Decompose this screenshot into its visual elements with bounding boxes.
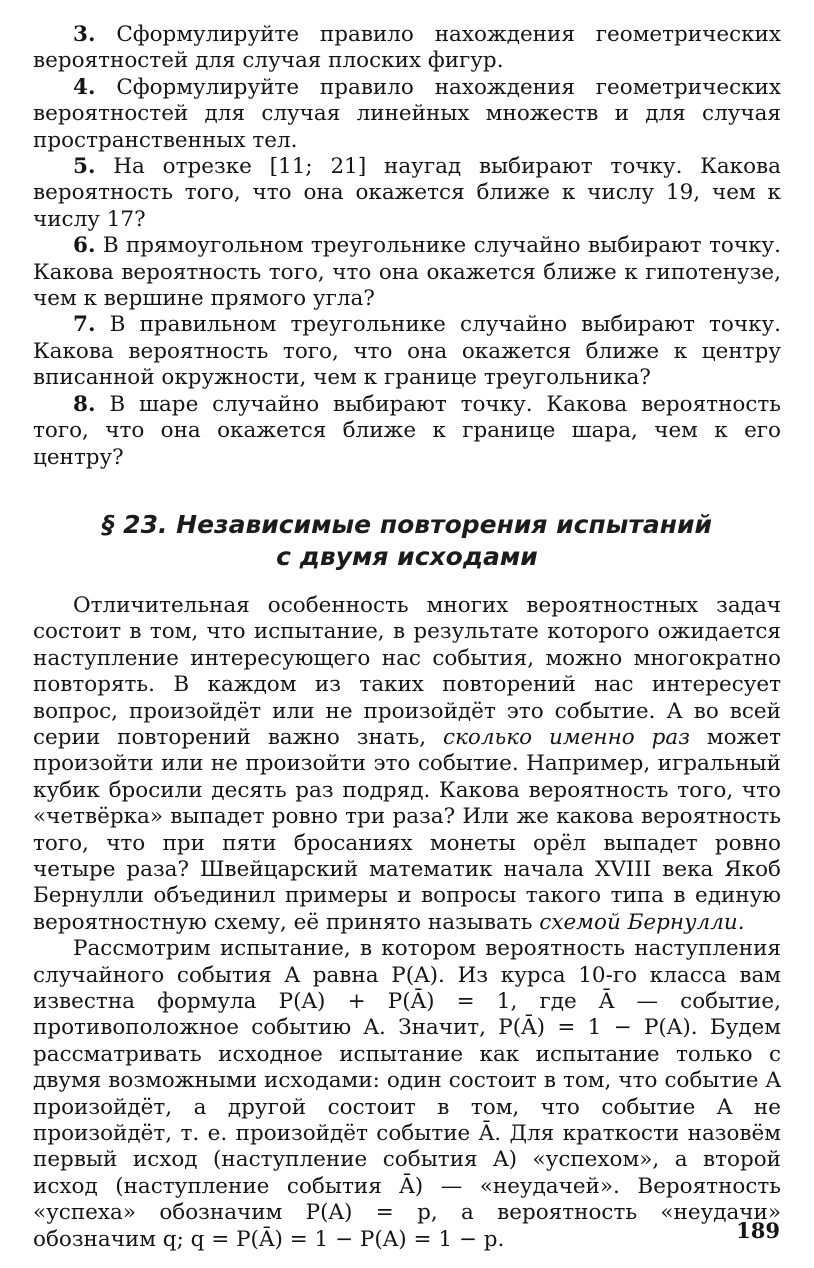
term-bernoulli-scheme: схемой Бернулли. xyxy=(539,909,745,935)
paragraph-text: Отличительная особенность многих вероятностных задач состоит в том, что испытание, в результате которого ожидается наступление интересующего нас события, можно многократно повторять. В каждом из таких повторений нас интересует вопрос, произойдёт или не произойдёт это событие. А во всей серии повторений важно знать, xyxy=(33,592,781,750)
question-3 xyxy=(33,22,781,75)
question-text: В правильном треугольнике случайно выбирают точку. Какова вероятность того, что она окажется ближе к центру вписанной окружности, чем к границе треугольника? xyxy=(33,312,781,391)
question-7 xyxy=(33,312,781,391)
section-title-line2: с двумя исходами xyxy=(276,541,538,571)
question-text: В прямоугольном треугольнике случайно выбирают точку. Какова вероятность того, что она окажется ближе к гипотенузе, чем к вершине прямого угла? xyxy=(33,233,781,312)
section-title-line1: § 23. Независимые повторения испытаний xyxy=(101,509,713,539)
question-text: Сформулируйте правило нахождения геометрических вероятностей для случая линейных множеств и для случая пространственных тел. xyxy=(33,74,781,153)
paragraph-text: может произойти или не произойти это событие. Например, игральный кубик бросили десять раз подряд. Какова вероятность того, что «четвёрка» выпадет ровно три раза? Или же какова вероятность того, что при пяти бросаниях монеты орёл выпадет ровно четыре раза? Швейцарский математик начала XVIII века Якоб Бернулли объединил примеры и вопросы такого типа в единую вероятностную схему, её принято называть xyxy=(33,724,782,935)
question-number: 8. xyxy=(73,391,96,417)
question-number: 3. xyxy=(73,22,96,47)
section-heading xyxy=(33,509,781,573)
question-5 xyxy=(33,154,781,233)
question-text: В шаре случайно выбирают точку. Какова вероятность того, что она окажется ближе к границе шара, чем к его центру? xyxy=(33,391,781,470)
emphasis-text: сколько именно раз xyxy=(443,724,690,750)
question-text: На отрезке [11; 21] наугад выбирают точку. Какова вероятность того, что она окажется ближе к числу 19, чем к числу 17? xyxy=(33,154,781,232)
paragraph-trial: Рассмотрим испытание, в котором вероятность наступления случайного события A равна P(A). Из курса 10-го класса вам известна формула P(A) + P(Ā) = 1, где Ā — событие, противоположное событию A. Значит, P(Ā) = 1 − P(A). Будем рассматривать исходное испытание как испытание только с двумя возможными исходами: один состоит в том, что событие A произойдёт, а другой состоит в том, что событие A не произойдёт, т. е. произойдёт событие Ā. Для краткости назовём первый исход (наступление события A) «успехом», а второй исход (наступление события Ā) — «неудачей». Вероятность «успеха» обозначим P(A) = p, а вероятность «неудачи» обозначим q; q = P(Ā) = 1 − P(A) = 1 − p. xyxy=(33,936,781,1252)
page-content xyxy=(33,22,781,1253)
question-4 xyxy=(33,75,781,154)
paragraph-intro xyxy=(33,593,781,936)
question-number: 4. xyxy=(73,74,96,100)
question-text: Сформулируйте правило нахождения геометрических вероятностей для случая плоских фигур. xyxy=(33,22,781,74)
question-number: 5. xyxy=(73,154,96,180)
question-number: 7. xyxy=(73,312,96,338)
question-8 xyxy=(33,392,781,471)
page-number: 189 xyxy=(736,1218,780,1243)
question-number: 6. xyxy=(73,233,96,259)
question-6 xyxy=(33,233,781,312)
